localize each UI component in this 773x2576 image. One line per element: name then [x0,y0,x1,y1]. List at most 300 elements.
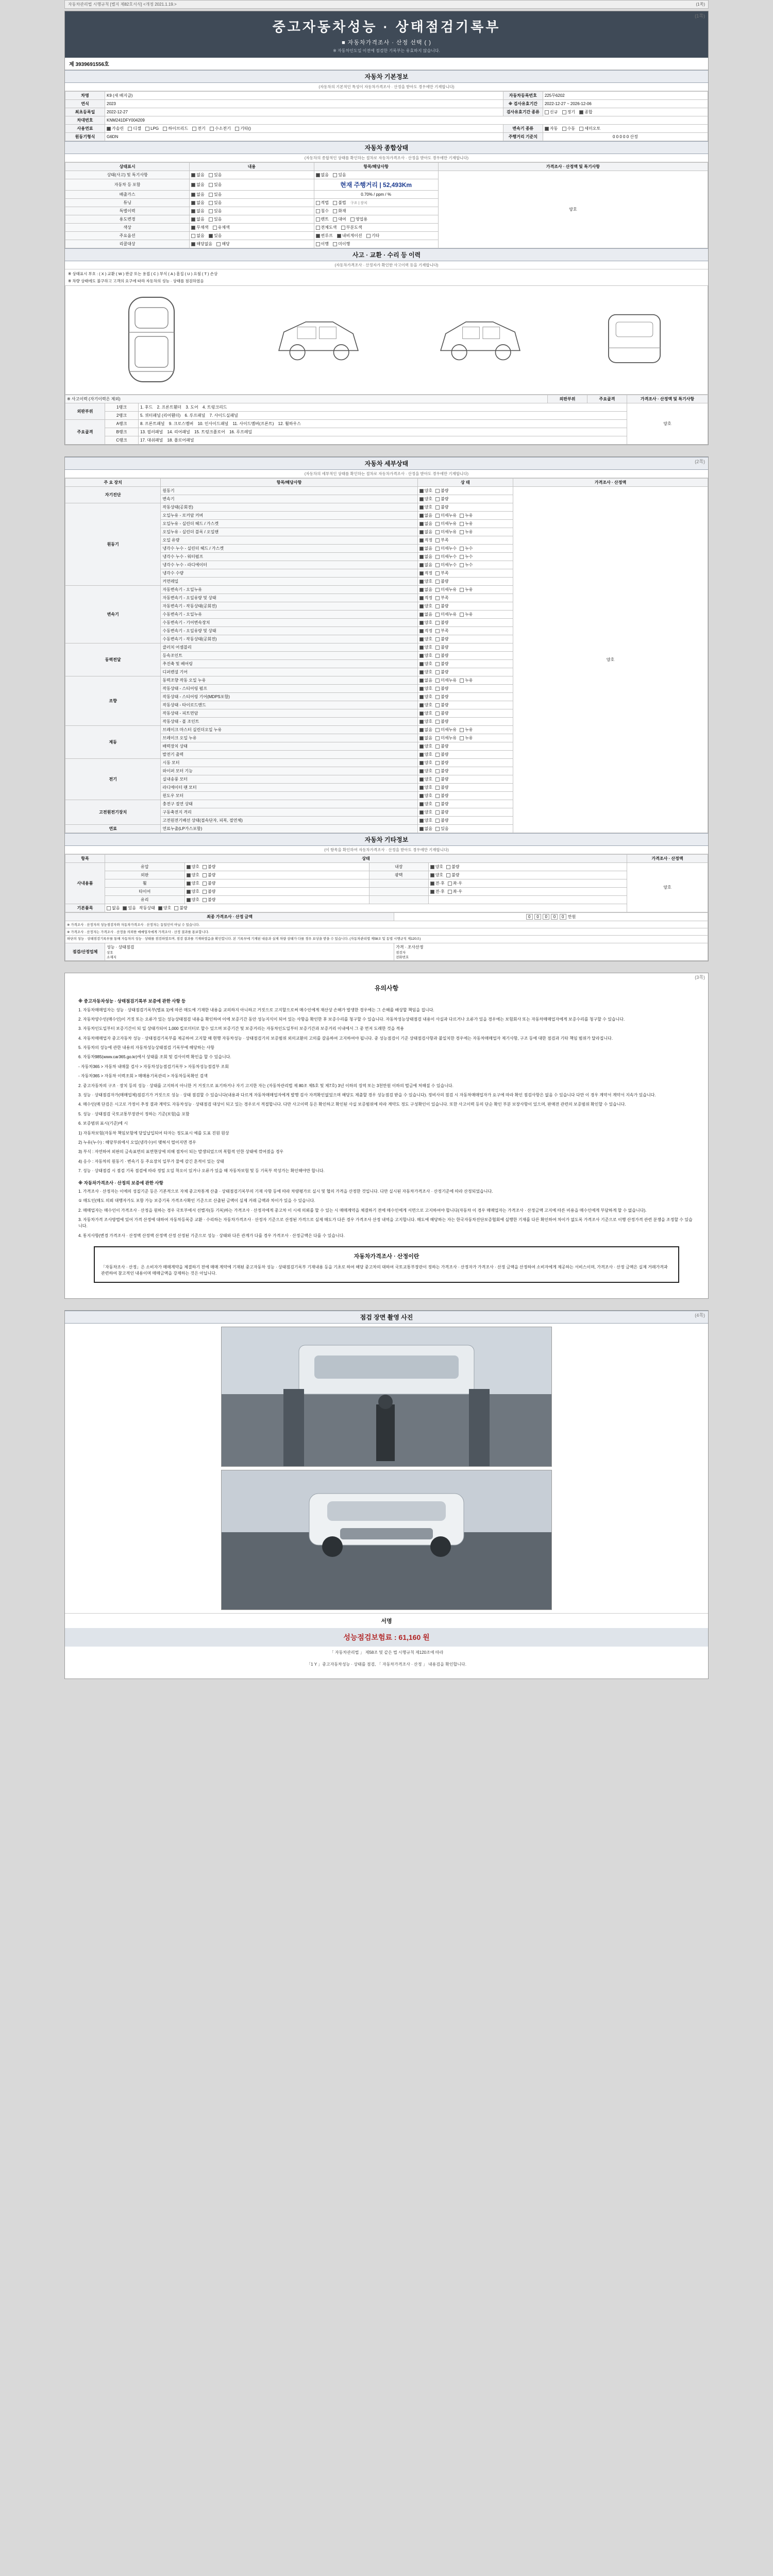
checkbox-option[interactable] [158,905,171,911]
table-row [65,928,708,936]
checkbox-label: 누수 [465,554,473,559]
checkbox-trans-manual[interactable] [562,126,575,131]
checkbox-label: 미세누유 [441,587,457,592]
checkbox-label: 없음 [424,587,433,592]
page-tag-3: (3쪽) [695,974,705,980]
checkbox-option[interactable] [216,241,229,247]
detail-item-label: 윈도우 모터 [161,792,417,800]
checkbox-option[interactable] [419,661,432,667]
checkbox-option[interactable] [191,208,204,214]
checkbox-option[interactable] [209,233,222,239]
checkbox-option[interactable] [435,603,448,609]
checkbox-option[interactable] [435,570,448,576]
checkbox-option[interactable] [191,241,212,247]
checkbox-option[interactable] [316,225,337,230]
part-item[interactable]: 17. 대쉬패널 [140,438,163,443]
checkbox-option[interactable] [435,669,448,675]
checkbox-label: 적법 [321,200,329,205]
row-opts-specialhistory [190,207,314,215]
checkbox-option[interactable] [419,743,432,749]
part-item[interactable]: 5. 쿼터패널 (리어휀더) [140,413,181,418]
checkbox-option[interactable] [191,216,204,222]
checkbox-option[interactable] [435,719,448,724]
checkbox-option[interactable] [203,897,215,903]
checkbox-option[interactable] [419,686,432,691]
detail-item-options [417,767,513,775]
field-label-fuel: 사용연료 [65,125,105,133]
checkbox-option[interactable] [430,864,443,870]
appraisal-definition-box [94,1246,679,1283]
car-damage-diagram[interactable] [65,285,708,395]
checkbox-label: 기타 [371,233,380,238]
checkbox-label: 양호 [191,897,200,902]
notice-body [78,998,695,1239]
checkbox-option[interactable] [430,872,443,878]
checkbox-option[interactable] [209,208,222,214]
checkbox-option[interactable] [419,521,432,527]
checkbox-option[interactable] [435,677,457,683]
section-title-etc: 자동차 기타정보 [65,833,708,846]
checkbox-option[interactable] [419,645,432,650]
table-row [65,921,708,928]
checkbox-option[interactable] [209,216,222,222]
checkbox-label: 수동 [567,126,576,131]
notice-paragraph: 7. 성능 · 상태점검 시 점검 기록 점검에 따라 정밀 오일 착오이 있거나 오류가 있을 때 자동차보험 및 등 기록부 작성가는 확인해야만 합니다. [78,1168,325,1174]
checkbox-option[interactable] [209,182,222,188]
detail-item-label: 충전구 절연 상태 [161,800,417,808]
checkbox-option[interactable] [419,562,432,568]
checkbox-option[interactable] [435,785,448,790]
row-opts-emission [190,191,314,199]
part-item[interactable]: 13. 필러패널 [140,430,163,434]
section-sub-accident: (자동차가격조사 · 산정자가 확인한 사고이력 등을 기재합니다) [65,261,708,269]
checkbox-option[interactable] [123,905,136,911]
etc-item-label: 유압 [105,863,185,871]
checkbox-option[interactable] [333,200,346,206]
price-statement: 하단의 성능 · 상태점검기록부를 통해 자동차의 성능 · 상태를 점검하였으며, 점검 결과를 기재하였음을 확인합니다. 본 기록부에 기재된 내용과 실제 차량 상태가 다를 경우 보상을 받을 수 있습니다. (자동차관리법 제58조 및 동법 시행규칙 제120조) [65,936,708,943]
checkbox-option[interactable] [460,587,473,592]
checkbox-option[interactable] [435,661,448,667]
checkbox-option[interactable] [446,872,459,878]
checkbox-option[interactable] [419,760,432,766]
checkbox-label: 양호 [424,818,433,823]
col-header-note: 가격조사 · 산정액 및 특기사항 [438,163,708,171]
checkbox-option[interactable] [435,653,448,658]
row-label-options: 주요옵션 [65,232,190,240]
checkbox-option[interactable] [419,776,432,782]
detail-item-label: 오일누유 - 실린더 블록 / 오일팬 [161,528,417,536]
checkbox-option[interactable] [435,496,448,502]
signature-label: 서명 [65,1613,708,1628]
checkbox-option[interactable] [419,677,432,683]
checkbox-option[interactable] [460,521,473,527]
checkbox-option[interactable] [435,768,448,774]
checkbox-label: 불량 [441,637,449,641]
checkbox-option[interactable] [435,645,448,650]
checkbox-option[interactable] [419,818,432,823]
checkbox-option[interactable] [460,554,473,560]
checkbox-label: 양호 [191,873,200,877]
part-item[interactable]: 12. 휠하우스 [278,421,301,426]
detail-item-options [417,528,513,536]
checkbox-label: 없음 [424,678,433,683]
field-label-vin: 차대번호 [65,116,105,125]
checkbox-option[interactable] [435,710,448,716]
part-item[interactable]: 18. 플로어패널 [167,438,194,443]
part-item[interactable]: 4. 트렁크리드 [202,405,227,410]
part-item[interactable]: 3. 도어 [186,405,198,410]
checkbox-option[interactable] [419,752,432,757]
checkbox-label: 누유 [465,530,473,534]
part-item[interactable]: 15. 트렁크플로어 [194,430,225,434]
footer-line-1: 「 자동차관리법 」 제58조 및 같은 법 시행규칙 제120조에 따라 [329,1650,444,1655]
checkbox-option[interactable] [187,880,199,886]
checkbox-option[interactable] [435,488,448,494]
checkbox-option[interactable] [333,216,346,222]
checkbox-option[interactable] [419,504,432,510]
checkbox-option[interactable] [191,233,204,239]
checkbox-option[interactable] [435,504,448,510]
checkbox-option[interactable] [435,818,448,823]
checkbox-label: 없음 [424,546,433,551]
row-label-accident: 상태(사고) 및 특기사항 [65,171,190,179]
checkbox-option[interactable] [419,702,432,708]
checkbox-option[interactable] [203,880,215,886]
field-label-carname: 차명 [65,92,105,100]
section-title-overall: 자동차 종합상태 [65,141,708,154]
checkbox-fuel-electric[interactable] [192,126,205,131]
checkbox-label: 없음 [424,612,433,617]
part-item[interactable]: 8. 프론트패널 [140,421,165,426]
accident-parts-table [65,395,708,445]
row-label-frame: 주요골격 [65,420,105,445]
notice-paragraph: 4) 응수 : 자동차의 원동기 · 변속기 등 주요장치 일부가 물에 감긴 흔적이 있는 상태 [78,1159,224,1164]
checkbox-option[interactable] [435,579,448,584]
checkbox-option[interactable] [333,208,346,214]
checkbox-option[interactable] [435,793,448,799]
accident-legend-2: ※ 차량 상태에도 불구하고 고객의 요구에 따라 자동차의 성능 · 상태를 점검하였음 [68,279,204,283]
checkbox-option[interactable] [460,735,473,741]
checkbox-option[interactable] [448,889,462,894]
checkbox-option[interactable] [460,677,473,683]
checkbox-label: 불량 [441,752,449,757]
checkbox-option[interactable] [316,172,329,178]
checkbox-option[interactable] [460,546,473,551]
detail-item-label: 등속조인트 [161,652,417,660]
col-header-detail: 항목/해당사항 [314,163,438,171]
rank-label: B랭크 [105,428,139,436]
checkbox-option[interactable] [419,636,432,642]
checkbox-label: 양호 [424,719,433,724]
checkbox-option[interactable] [419,554,432,560]
checkbox-option[interactable] [419,587,432,592]
checkbox-option[interactable] [430,880,445,886]
checkbox-option[interactable] [419,603,432,609]
checkbox-option[interactable] [435,628,448,634]
checkbox-option[interactable] [460,529,473,535]
part-item[interactable]: 14. 리어패널 [167,430,190,434]
checkbox-option[interactable] [435,752,448,757]
checkbox-option[interactable] [341,225,362,230]
checkbox-option[interactable] [419,513,432,518]
checkbox-option[interactable] [337,233,362,239]
checkbox-label: 썬루프 [321,233,333,238]
checkbox-option[interactable] [435,521,457,527]
checkbox-option[interactable] [435,620,448,625]
checkbox-label: 있음 [213,173,222,177]
checkbox-option[interactable] [435,826,448,832]
checkbox-option[interactable] [209,200,222,206]
checkbox-label: 불법 [338,200,346,205]
checkbox-fuel-other[interactable] [235,126,251,131]
checkbox-option[interactable] [435,760,448,766]
row-opts2-specialhistory [314,207,438,215]
checkbox-label: 부족 [441,571,449,575]
checkbox-option[interactable] [191,225,208,230]
inspection-photo-front[interactable] [221,1470,552,1610]
part-item[interactable]: 9. 크로스멤버 [169,421,194,426]
checkbox-option[interactable] [435,735,457,741]
checkbox-option[interactable] [435,595,448,601]
checkbox-option[interactable] [187,889,199,894]
table-row [65,436,708,445]
checkbox-label: 불량 [441,785,449,790]
checkbox-option[interactable] [419,801,432,807]
checkbox-option[interactable] [460,562,473,568]
checkbox-option[interactable] [435,554,457,560]
checkbox-option[interactable] [435,546,457,551]
checkbox-label: 화재 [338,209,346,213]
checkbox-option[interactable] [419,653,432,658]
part-item[interactable]: 1. 후드 [140,405,153,410]
checkbox-label: 없음 [424,554,433,559]
checkbox-option[interactable] [448,880,462,886]
checkbox-option[interactable] [435,562,457,568]
checkbox-option[interactable] [316,216,329,222]
checkbox-option[interactable] [435,776,448,782]
checkbox-label: 세미오토 [584,126,601,131]
checkbox-fuel-hydrogen[interactable] [210,126,231,131]
checkbox-option[interactable] [187,864,199,870]
checkbox-option[interactable] [435,743,448,749]
table-row [65,904,708,912]
etc-item-label: 외판 [105,871,185,879]
checkbox-label: 영업용 [355,217,368,222]
checkbox-option[interactable] [446,864,459,870]
checkbox-option[interactable] [419,735,432,741]
checkbox-label: 불량 [441,703,449,707]
checkbox-option[interactable] [203,889,215,894]
checkbox-option[interactable] [191,200,204,206]
detail-item-options [417,561,513,569]
checkbox-option[interactable] [419,537,432,543]
checkbox-option[interactable] [316,241,329,247]
checkbox-label: 부족 [441,538,449,543]
tuning-extra: 구조 | 장치 [350,201,367,205]
checkbox-option[interactable] [435,694,448,700]
company-field: 점검자 [396,951,406,955]
checkbox-inspect-total[interactable] [579,109,592,115]
checkbox-option[interactable] [419,694,432,700]
checkbox-option[interactable] [435,529,457,535]
table-row [65,395,708,403]
checkbox-option[interactable] [187,897,199,903]
table-row [65,420,708,428]
checkbox-option[interactable] [419,710,432,716]
checkbox-label: 누유 [465,612,473,617]
checkbox-option[interactable] [419,628,432,634]
table-row [65,871,708,879]
frame-rankC-items [139,436,627,445]
checkbox-option[interactable] [419,488,432,494]
car-top-view-icon [100,291,203,389]
table-row [65,108,708,116]
checkbox-option[interactable] [435,702,448,708]
checkbox-option[interactable] [419,669,432,675]
checkbox-inspect-regular[interactable] [562,109,575,115]
checkbox-label: 양호 [424,604,433,608]
section-title-detail: 자동차 세부상태 [65,457,708,470]
detail-item-options [417,742,513,751]
checkbox-option[interactable] [213,225,230,230]
detail-item-options [417,536,513,545]
checkbox-option[interactable] [419,727,432,733]
checkbox-option[interactable] [107,905,120,911]
basic-parts-options [105,904,627,912]
checkbox-option[interactable] [419,496,432,502]
checkbox-option[interactable] [419,570,432,576]
checkbox-option[interactable] [435,809,448,815]
checkbox-option[interactable] [435,587,457,592]
checkbox-option[interactable] [435,513,457,518]
checkbox-option[interactable] [203,872,215,878]
checkbox-label: 불량 [441,777,449,782]
checkbox-label: 전·후 [435,881,445,886]
checkbox-option[interactable] [419,579,432,584]
checkbox-option[interactable] [419,785,432,790]
checkbox-label: 양호 [424,653,433,658]
checkbox-option[interactable] [430,889,445,894]
price-note-2: ※ 가격조사 · 산정자는 가격조사 · 산정을 의뢰한 매매업자에게 가격조사 · 산정 결과를 통보합니다. [65,928,708,936]
part-item[interactable]: 2. 프론트휀더 [157,405,182,410]
checkbox-option[interactable] [419,809,432,815]
field-value-firstreg: 2022-12-27 [105,108,503,116]
checkbox-option[interactable] [435,537,448,543]
checkbox-label: 없음 [112,906,120,910]
checkbox-option[interactable] [435,686,448,691]
checkbox-option[interactable] [419,719,432,724]
checkbox-option[interactable] [333,172,346,178]
checkbox-trans-semi[interactable] [579,126,600,131]
checkbox-option[interactable] [435,727,457,733]
checkbox-option[interactable] [419,826,432,832]
checkbox-label: 전기 [197,126,206,131]
appraise-company-title: 가격 · 조사산정 [396,944,424,950]
checkbox-label: 디젤 [133,126,141,131]
part-item[interactable]: 11. 사이드멤버(프론트) [232,421,274,426]
checkbox-option[interactable] [435,636,448,642]
checkbox-fuel-gasoline[interactable] [107,126,124,131]
photo-content-lift [222,1327,551,1466]
checkbox-option[interactable] [435,612,457,617]
detail-item-options [417,660,513,668]
checkbox-option[interactable] [316,200,329,206]
checkbox-option[interactable] [419,612,432,617]
checkbox-option[interactable] [419,768,432,774]
checkbox-option[interactable] [316,208,329,214]
checkbox-trans-auto[interactable] [545,126,558,131]
accident-legend-1: ※ 상태표시 부호 : ( X ) 교환 ( W ) 판금 또는 용접 ( C ) 부식 ( A ) 흠집 ( U ) 요철 ( T ) 손상 [68,272,218,276]
checkbox-label: 불량 [441,686,449,691]
checkbox-option[interactable] [187,872,199,878]
checkbox-option[interactable] [333,241,350,247]
basic-info-table [65,91,708,141]
checkbox-option[interactable] [316,233,333,239]
checkbox-option[interactable] [419,595,432,601]
checkbox-fuel-hybrid[interactable] [163,126,188,131]
checkbox-label: 양호 [424,662,433,666]
checkbox-label: 불량 [441,793,449,798]
page-tag-1: (1쪽) [695,13,705,19]
detail-item-label: 클러치 어셈블리 [161,643,417,652]
checkbox-label: 유채색 [217,225,230,230]
checkbox-label: 누유 [465,587,473,592]
checkbox-option[interactable] [203,864,215,870]
section-sub-etc: (이 항목을 확인하여 자동차가격조사 · 산정을 받아도 경우에만 기재합니다) [65,846,708,854]
notice-paragraph: - 자동차365 > 자동차 이력조회 > 매매용기록관리 > 자동차등록확인 검색 [78,1074,208,1079]
checkbox-option[interactable] [419,529,432,535]
detail-item-label: 연료누출(LP가스포함) [161,825,417,833]
checkbox-option[interactable] [209,192,222,197]
checkbox-option[interactable] [419,793,432,799]
device-group-label: 자기진단 [65,487,161,503]
checkbox-option[interactable] [191,172,204,178]
checkbox-option[interactable] [435,801,448,807]
checkbox-option[interactable] [366,233,379,239]
checkbox-fuel-diesel[interactable] [128,126,141,131]
detail-item-label: 시동 모터 [161,759,417,767]
part-item[interactable]: 16. 루프레일 [229,430,253,434]
checkbox-label: 누유 [465,727,473,732]
checkbox-option[interactable] [191,192,204,197]
record-number: 제 3939691556호 [65,58,708,70]
checkbox-option[interactable] [460,513,473,518]
part-item[interactable]: 7. 사이드실패널 [209,413,238,418]
etc-item-label-2 [369,896,428,904]
field-value-inspectiontype [543,108,708,116]
checkbox-option[interactable] [419,546,432,551]
inspection-photo-underbody[interactable] [221,1327,552,1467]
detail-item-label: 자동변속기 - 오일유량 및 상태 [161,594,417,602]
detail-item-label: 냉각수 누수 - 워터펌프 [161,553,417,561]
checkbox-option[interactable] [209,172,222,178]
checkbox-option[interactable] [191,182,204,188]
part-item[interactable]: 6. 루프패널 [184,413,206,418]
checkbox-inspect-new[interactable] [545,109,558,115]
detail-item-options [417,792,513,800]
checkbox-fuel-lpg[interactable] [145,126,159,131]
checkbox-option[interactable] [174,905,187,911]
part-item[interactable]: 10. 인사이드패널 [197,421,229,426]
col-header-stateitem: 상태표시 [65,163,190,171]
table-row [65,487,708,495]
checkbox-option[interactable] [460,612,473,617]
checkbox-option[interactable] [350,216,367,222]
checkbox-label: 양호 [424,579,433,584]
checkbox-option[interactable] [419,620,432,625]
row-opts2-color [314,224,438,232]
checkbox-option[interactable] [460,727,473,733]
